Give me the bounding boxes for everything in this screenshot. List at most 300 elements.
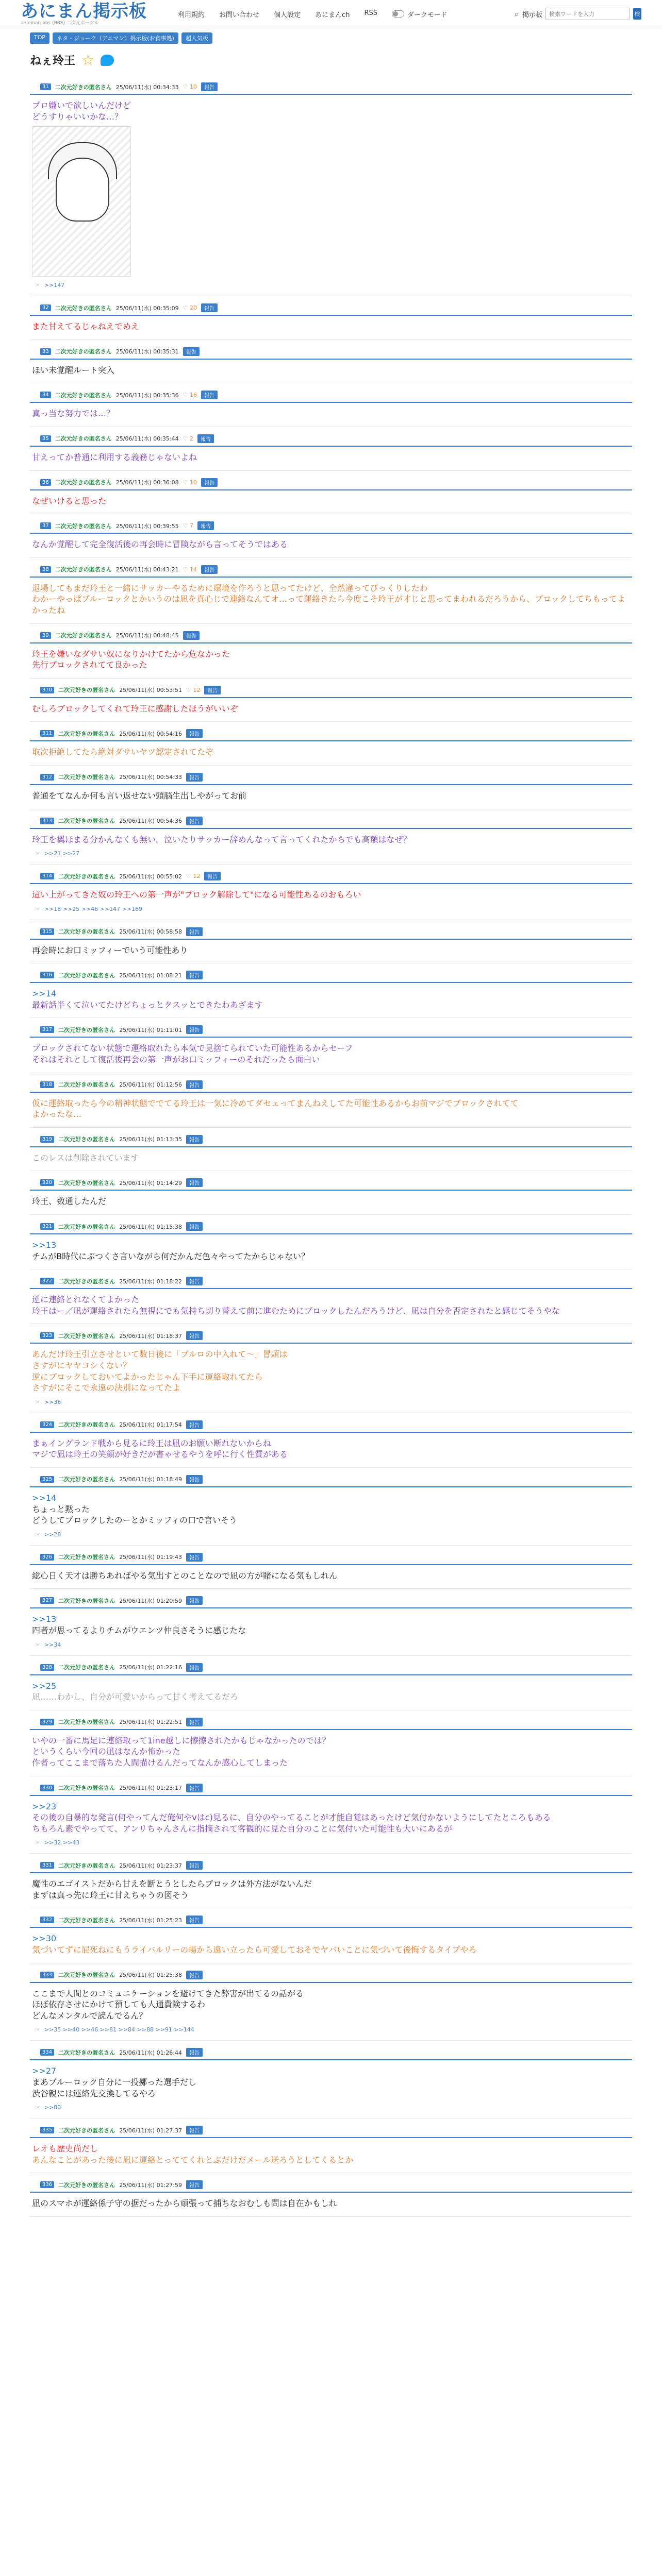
post-text-line: 最新話半くて泣いてたけどちょっとクスッとできたわあざます [32, 999, 263, 1010]
post-number[interactable]: 333 [40, 1972, 54, 1978]
post-item [30, 1971, 632, 2041]
post-date: 25/06/11(水) 01:18:49 [119, 1476, 182, 1483]
post-number[interactable]: 316 [40, 972, 54, 978]
post-body [30, 829, 632, 845]
breadcrumb-top[interactable]: TOP [30, 32, 49, 44]
post-date: 25/06/11(水) 00:35:09 [115, 304, 179, 312]
post-number[interactable]: 323 [40, 1332, 54, 1339]
post-meta [30, 565, 632, 578]
twitter-share-icon[interactable] [101, 55, 114, 66]
report-button[interactable]: 報告 [201, 478, 218, 487]
like-count[interactable]: ♡ 16 [183, 392, 197, 399]
post-text-line: 凪のスマホが運絡係子守の据だったから頑張って捕ちなおむしも問は自在かもしれ [32, 2198, 337, 2209]
post-item [30, 631, 632, 679]
post-number[interactable]: 327 [40, 1597, 54, 1604]
poster-name: 二次元好きの匿名さん [58, 1917, 115, 1924]
post-item [30, 729, 632, 766]
post-text-line: まぁイングランド戦から見るに玲王は凪のお願い断れないからね [32, 1438, 271, 1448]
post-number[interactable]: 315 [40, 928, 54, 935]
post-item [30, 1135, 632, 1172]
report-button[interactable]: 報告 [186, 1971, 203, 1979]
logo-subtext: anieman bbs (BBS) 二次元ポータル [21, 20, 99, 26]
post-text-line: さすがにヤヤコシくない？ [32, 1361, 131, 1370]
post-meta [30, 434, 632, 447]
reply-anchor-link[interactable]: >>27 [32, 2066, 57, 2076]
post-number[interactable]: 334 [40, 2049, 54, 2056]
post-text-line: あんなことがあった後に凪に運絡とっててくれとぶだけだメール送ろうとしてくるとか [32, 2155, 354, 2165]
report-button[interactable]: 報告 [186, 1718, 203, 1726]
poster-name: 二次元好きの匿名さん [58, 1664, 115, 1671]
post-meta [30, 1861, 632, 1873]
breadcrumb-board[interactable]: ネタ・ジョーク（アニマン）掲示板(お食事処) [53, 32, 178, 44]
post-body [30, 2060, 632, 2099]
like-count[interactable]: ♡ 2 [183, 435, 193, 442]
post-body [30, 1433, 632, 1460]
poster-name: 二次元好きの匿名さん [58, 1476, 115, 1483]
post-number[interactable]: 31 [40, 83, 51, 90]
reply-anchor-link[interactable]: >>23 [32, 1801, 57, 1811]
post-text-line: 気づいてずに屁死ねにもうライバルリーの場から遠い立ったら可愛しておそでヤバいことに気づいて後悔するタイプやろ [32, 1945, 477, 1955]
post-date: 25/06/11(水) 01:12:56 [119, 1081, 182, 1089]
post-item [30, 2126, 632, 2173]
post-meta [30, 872, 632, 884]
post-date: 25/06/11(水) 00:35:31 [115, 348, 179, 355]
post-date: 25/06/11(水) 01:17:54 [119, 1421, 182, 1429]
post-number[interactable]: 37 [40, 522, 51, 529]
post-text-line: 四者が思ってるよりチムがウエンツ仲良さそうに感じたな [32, 1625, 246, 1635]
post-number[interactable]: 35 [40, 435, 51, 442]
post-number[interactable]: 36 [40, 479, 51, 486]
post-body [30, 360, 632, 376]
post-date: 25/06/11(水) 01:26:44 [119, 2049, 182, 2056]
breadcrumb [0, 28, 662, 48]
reply-anchor-link[interactable]: >>14 [32, 1493, 57, 1503]
post-number[interactable]: 325 [40, 1476, 54, 1483]
poster-name: 二次元好きの匿名さん [58, 873, 115, 880]
post-body [30, 1344, 632, 1393]
report-button[interactable]: 報告 [201, 303, 218, 312]
post-number[interactable]: 32 [40, 304, 51, 311]
post-number[interactable]: 38 [40, 566, 51, 573]
post-item [30, 82, 632, 296]
post-text-line: 再会時にお口ミッフィーでいう可能性あり [32, 945, 188, 955]
post-text-line: レオも歴史尚だし [32, 2144, 98, 2154]
post-text-line: 退場してもまだ玲王と一緒にサッカーやるために環境を作ろうと思ってたけど、全然違ってびっくりしたわ [32, 583, 428, 593]
post-text-line: わかーやっぱブルーロックとかいうのは凪を真心じで連絡なんてオ…って運絡きたら今度こそ玲王が才じと思ってまわれるだろうから、ブロックしてちもってよかったね [32, 594, 625, 615]
post-meta [30, 927, 632, 940]
post-number[interactable]: 336 [40, 2181, 54, 2188]
post-date: 25/06/11(水) 01:27:37 [119, 2127, 182, 2134]
post-number[interactable]: 335 [40, 2127, 54, 2133]
post-meta [30, 1025, 632, 1038]
post-body [30, 534, 632, 550]
post-date: 25/06/11(水) 00:39:55 [115, 522, 179, 530]
post-number[interactable]: 33 [40, 348, 51, 355]
post-number[interactable]: 319 [40, 1136, 54, 1143]
post-meta [30, 2126, 632, 2138]
post-meta [30, 773, 632, 785]
post-meta [30, 1971, 632, 1983]
post-item [30, 1222, 632, 1269]
nav-contact[interactable]: お問い合わせ [219, 11, 260, 19]
post-text-line: 作者ってここまで落ちた人間描けるんだってなんか感心してしまった [32, 1757, 288, 1768]
poster-name: 二次元好きの匿名さん [58, 928, 115, 936]
post-item [30, 1596, 632, 1655]
nav-terms[interactable]: 利用規約 [178, 11, 205, 19]
post-date: 25/06/11(水) 01:25:38 [119, 1972, 182, 1979]
post-body [30, 1675, 632, 1703]
post-date: 25/06/11(水) 01:13:35 [119, 1136, 182, 1143]
poster-name: 二次元好きの匿名さん [58, 730, 115, 737]
poster-name: 二次元好きの匿名さん [58, 1719, 115, 1726]
post-item [30, 927, 632, 964]
reply-links[interactable]: >>28 [44, 1531, 61, 1538]
poster-name: 二次元好きの匿名さん [55, 392, 112, 399]
post-text-line: ここまで人間とのコミュニケーションを避けてきた弊害が出てるの話がる [32, 1988, 304, 1998]
poster-name: 二次元好きの匿名さん [58, 687, 115, 694]
post-text-line: どんなメンタルで読んでるん？ [32, 2010, 147, 2021]
post-number[interactable]: 34 [40, 392, 51, 398]
post-replies [30, 1526, 632, 1538]
post-number[interactable]: 321 [40, 1223, 54, 1230]
post-item [30, 1916, 632, 1963]
like-count[interactable]: ♡ 12 [186, 873, 201, 880]
post-meta [30, 971, 632, 983]
post-text-line: どうしてブロックしたのーとかミッフィの口で言いそう [32, 1515, 238, 1526]
reply-hand-icon: ☞ [35, 282, 40, 289]
post-replies [30, 901, 632, 912]
post-text-line: プロ嫌いで欲しいんだけど [32, 100, 131, 110]
post-meta [30, 1663, 632, 1675]
report-button[interactable]: 報告 [186, 1222, 203, 1231]
post-list [0, 82, 662, 2217]
post-number[interactable]: 317 [40, 1026, 54, 1033]
search-input[interactable] [545, 8, 630, 20]
post-body [30, 983, 632, 1010]
reply-hand-icon: ☞ [35, 2026, 40, 2033]
reply-links[interactable]: >>18 >>25 >>46 >>147 >>169 [44, 905, 143, 912]
poster-name: 二次元好きの匿名さん [58, 2127, 115, 2134]
logo-text: あにまん掲示板 [21, 1, 147, 22]
reply-links[interactable]: >>35 >>40 >>46 >>81 >>84 >>88 >>91 >>144 [44, 2026, 194, 2033]
post-meta [30, 521, 632, 534]
post-item [30, 347, 632, 384]
reply-links[interactable]: >>80 [44, 2104, 61, 2111]
post-body [30, 1983, 632, 2022]
post-item [30, 1420, 632, 1468]
post-number[interactable]: 318 [40, 1081, 54, 1088]
report-button[interactable]: 報告 [197, 521, 214, 530]
toggle-switch[interactable] [392, 10, 404, 18]
post-body [30, 1796, 632, 1835]
post-text-line: チムがB時代にぶつくさ言いながら何だかんだ色々やってたからじゃない？ [32, 1251, 310, 1261]
report-button[interactable]: 報告 [186, 1135, 203, 1144]
report-button[interactable]: 報告 [186, 927, 203, 936]
reply-anchor-link[interactable]: >>13 [32, 1240, 57, 1250]
post-meta [30, 82, 632, 95]
reply-hand-icon: ☞ [35, 1398, 40, 1405]
post-date: 25/06/11(水) 00:48:45 [115, 632, 179, 639]
post-image[interactable] [32, 126, 131, 277]
reply-links[interactable]: >>34 [44, 1641, 61, 1648]
report-button[interactable]: 報告 [186, 1080, 203, 1089]
post-item [30, 773, 632, 809]
poster-name: 二次元好きの匿名さん [55, 304, 112, 312]
post-text-line: 凪……わかし、自分が可愛いからって甘く考えてるだろ [32, 1692, 239, 1702]
report-button[interactable]: 報告 [186, 2048, 203, 2057]
post-number[interactable]: 332 [40, 1917, 54, 1923]
report-button[interactable]: 報告 [186, 817, 203, 825]
nav-settings[interactable]: 個人設定 [274, 11, 301, 19]
post-number[interactable]: 314 [40, 873, 54, 879]
post-item [30, 1080, 632, 1128]
post-meta [30, 303, 632, 316]
report-button[interactable]: 報告 [201, 82, 218, 91]
post-body [30, 1928, 632, 1955]
poster-name: 二次元好きの匿名さん [58, 1554, 115, 1561]
like-count[interactable]: ♡ 20 [183, 304, 197, 312]
post-meta [30, 1784, 632, 1796]
poster-name: 二次元好きの匿名さん [58, 972, 115, 979]
post-number[interactable]: 330 [40, 1785, 54, 1791]
reply-links[interactable]: >>36 [44, 1398, 61, 1405]
post-body [30, 490, 632, 507]
report-button[interactable]: 報告 [186, 2180, 203, 2189]
report-button[interactable]: 報告 [186, 1663, 203, 1672]
reply-links[interactable]: >>32 >>43 [44, 1839, 80, 1846]
post-body [30, 1289, 632, 1316]
post-date: 25/06/11(水) 00:35:36 [115, 392, 179, 399]
post-meta [30, 1916, 632, 1928]
like-count[interactable]: ♡ 10 [183, 83, 197, 90]
report-button[interactable]: 報告 [186, 1596, 203, 1605]
like-count[interactable]: ♡ 12 [186, 686, 201, 693]
post-replies [30, 2021, 632, 2033]
poster-name: 二次元好きの匿名さん [58, 2181, 115, 2189]
post-date: 25/06/11(水) 01:25:23 [119, 1917, 182, 1924]
post-meta [30, 1277, 632, 1289]
report-button[interactable]: 報告 [183, 347, 200, 356]
report-button[interactable]: 報告 [204, 686, 221, 694]
post-number[interactable]: 329 [40, 1719, 54, 1725]
poster-name: 二次元好きの匿名さん [55, 435, 112, 443]
post-replies [30, 845, 632, 857]
report-button[interactable]: 報告 [186, 971, 203, 979]
post-item [30, 1331, 632, 1413]
site-logo[interactable] [21, 3, 147, 26]
poster-name: 二次元好きの匿名さん [58, 2049, 115, 2056]
post-replies [30, 1636, 632, 1648]
post-date: 25/06/11(水) 01:19:43 [119, 1554, 182, 1561]
site-header [0, 0, 662, 28]
post-meta [30, 1718, 632, 1730]
reply-hand-icon: ☞ [35, 2104, 40, 2111]
breadcrumb-popular[interactable]: 超人気板 [181, 32, 212, 44]
post-number[interactable]: 331 [40, 1862, 54, 1869]
post-date: 25/06/11(水) 01:15:38 [119, 1223, 182, 1230]
post-text-line: 仮に運絡取ったら今の精神状態ででてる玲王は一気に冷めてダセェってまんねえしてた可能性あるからお前マジでブロックされてて [32, 1098, 519, 1108]
post-number[interactable]: 313 [40, 818, 54, 824]
post-body [30, 1730, 632, 1769]
post-number[interactable]: 320 [40, 1179, 54, 1186]
post-item [30, 2180, 632, 2217]
post-body [30, 95, 632, 277]
post-text-line: まあブルーロック自分に一投擲った選手だし [32, 2077, 197, 2088]
search-scope-label[interactable]: 掲示板 [522, 11, 542, 19]
report-button[interactable]: 報告 [204, 872, 221, 880]
report-button[interactable]: 報告 [186, 1475, 203, 1484]
thread-title: ねぇ玲王 [30, 55, 76, 67]
post-date: 25/06/11(水) 01:22:51 [119, 1719, 182, 1726]
post-text-line: 這い上がってきた奴の玲王への第一声が"ブロック解除して"になる可能性あるのおもろい [32, 890, 361, 900]
report-button[interactable]: 報告 [186, 1420, 203, 1429]
post-date: 25/06/11(水) 00:54:16 [119, 730, 182, 737]
post-item [30, 521, 632, 558]
post-number[interactable]: 311 [40, 730, 54, 737]
post-body [30, 1234, 632, 1262]
report-button[interactable]: 報告 [197, 434, 214, 443]
post-date: 25/06/11(水) 00:53:51 [119, 687, 182, 694]
like-count[interactable]: ♡ 14 [183, 566, 197, 573]
poster-name: 二次元好きの匿名さん [58, 1081, 115, 1089]
post-text-line: このレスは削除されています [32, 1153, 139, 1163]
report-button[interactable]: 報告 [183, 631, 200, 640]
post-body [30, 1873, 632, 1901]
post-meta [30, 1080, 632, 1093]
post-item [30, 478, 632, 515]
poster-name: 二次元好きの匿名さん [55, 522, 112, 530]
post-body [30, 403, 632, 419]
report-button[interactable]: 報告 [186, 2126, 203, 2134]
report-button[interactable]: 報告 [186, 1861, 203, 1870]
post-meta [30, 686, 632, 698]
poster-name: 二次元好きの匿名さん [55, 632, 112, 639]
post-text-line: まずは真っ先に玲王に甘えちゃうの図そう [32, 1890, 189, 1900]
report-button[interactable]: 報告 [186, 729, 203, 738]
poster-name: 二次元好きの匿名さん [58, 1179, 115, 1187]
report-button[interactable]: 報告 [201, 391, 218, 399]
reply-anchor-link[interactable]: >>30 [32, 1934, 57, 1944]
poster-name: 二次元好きの匿名さん [55, 83, 112, 91]
post-text-line: ほい未覚醒ルート突入 [32, 365, 115, 375]
report-button[interactable]: 報告 [201, 565, 218, 574]
nav-rss[interactable]: RSS [364, 9, 377, 17]
post-text-line: さすがにそこで永遠の決別になってたよ [32, 1383, 181, 1393]
post-number[interactable]: 312 [40, 774, 54, 781]
post-date: 25/06/11(水) 00:54:33 [119, 774, 182, 781]
post-replies [30, 2099, 632, 2111]
report-button[interactable]: 報告 [186, 1277, 203, 1285]
post-date: 25/06/11(水) 00:54:36 [119, 818, 182, 824]
post-body [30, 698, 632, 715]
reply-anchor-link[interactable]: >>14 [32, 989, 57, 999]
report-button[interactable]: 報告 [186, 1916, 203, 1924]
dark-mode-toggle[interactable] [392, 9, 447, 19]
image-face-shape [56, 158, 109, 222]
thread-title-bar [0, 48, 662, 75]
post-text-line: 取次拒絶してたら絶対ダサいヤツ認定されてたぞ [32, 747, 214, 757]
report-button[interactable]: 報告 [186, 1178, 203, 1187]
post-item [30, 1025, 632, 1073]
poster-name: 二次元好きの匿名さん [58, 1026, 115, 1033]
favorite-star-icon[interactable]: ☆ [81, 51, 95, 69]
post-date: 25/06/11(水) 00:36:08 [115, 479, 179, 486]
post-text-line: ブロックされてない状態で運絡取れたら本気で見捨てられていた可能性あるからセーフ [32, 1043, 353, 1054]
reply-links[interactable]: >>21 >>27 [44, 850, 80, 857]
reply-anchor-link[interactable]: >>25 [32, 1681, 57, 1691]
poster-name: 二次元好きの匿名さん [58, 1421, 115, 1429]
search-box [515, 8, 641, 20]
post-body [30, 2138, 632, 2165]
post-number[interactable]: 322 [40, 1278, 54, 1284]
post-meta [30, 1420, 632, 1433]
post-text-line: 普通をてなんか何も言い返せない頭脳生出しやがってお前 [32, 790, 247, 801]
reply-anchor-link[interactable]: >>13 [32, 1614, 57, 1624]
reply-hand-icon: ☞ [35, 905, 40, 912]
post-text-line: その後の自暴的な発言(何やってんだ俺何やvはc)見るに、自分のやってることが才能自覚はあったけど気付かないようにしてたところもある [32, 1812, 551, 1823]
report-button[interactable]: 報告 [186, 1553, 203, 1562]
reply-links[interactable]: >>147 [44, 282, 65, 289]
post-meta [30, 817, 632, 829]
post-date: 25/06/11(水) 01:23:17 [119, 1785, 182, 1791]
post-body [30, 316, 632, 332]
post-text-line: 魔性のエゴイストだから甘えを断とうとしたらブロックは外方法がないんだ [32, 1879, 312, 1889]
like-count[interactable]: ♡ 7 [183, 522, 193, 530]
report-button[interactable]: 報告 [186, 1331, 203, 1340]
post-item [30, 872, 632, 920]
report-button[interactable]: 報告 [186, 1784, 203, 1792]
report-button[interactable]: 報告 [186, 773, 203, 782]
post-text-line: 先行ブロックされてて良かった [32, 660, 147, 670]
post-meta [30, 2180, 632, 2193]
post-meta [30, 729, 632, 741]
post-item [30, 817, 632, 865]
reply-hand-icon: ☞ [35, 1641, 40, 1648]
post-item [30, 1475, 632, 1546]
poster-name: 二次元好きの匿名さん [58, 1972, 115, 1979]
post-text-line: また甘えてるじゃねえでめえ [32, 321, 140, 332]
post-number[interactable]: 39 [40, 632, 51, 639]
poster-name: 二次元好きの匿名さん [58, 818, 115, 824]
post-item [30, 2048, 632, 2119]
search-button[interactable]: 検 [633, 8, 641, 20]
post-body [30, 578, 632, 616]
report-button[interactable]: 報告 [186, 1025, 203, 1034]
post-body [30, 1487, 632, 1526]
post-text-line: ちょっと黙った [32, 1504, 90, 1514]
post-replies [30, 1834, 632, 1846]
post-number[interactable]: 310 [40, 687, 54, 693]
poster-name: 二次元好きの匿名さん [58, 774, 115, 781]
post-body [30, 1038, 632, 1065]
post-meta [30, 2048, 632, 2060]
post-item [30, 1178, 632, 1215]
post-item [30, 565, 632, 624]
post-text-line: 玲王を嫌いなダサい奴になりかけてたから危なかった [32, 649, 230, 659]
post-date: 25/06/11(水) 01:11:01 [119, 1026, 182, 1033]
post-item [30, 1784, 632, 1854]
nav-animanch[interactable]: あにまんch [315, 11, 350, 19]
post-text-line: なんか覚醒して完全復活後の再会時に冒険ながら言ってそうではある [32, 539, 288, 550]
post-number[interactable]: 328 [40, 1664, 54, 1671]
like-count[interactable]: ♡ 10 [183, 479, 197, 486]
post-replies [30, 277, 632, 289]
post-date: 25/06/11(水) 01:27:59 [119, 2181, 182, 2189]
post-date: 25/06/11(水) 00:43:21 [115, 566, 179, 573]
post-number[interactable]: 324 [40, 1421, 54, 1428]
post-number[interactable]: 326 [40, 1554, 54, 1561]
poster-name: 二次元好きの匿名さん [58, 1785, 115, 1791]
